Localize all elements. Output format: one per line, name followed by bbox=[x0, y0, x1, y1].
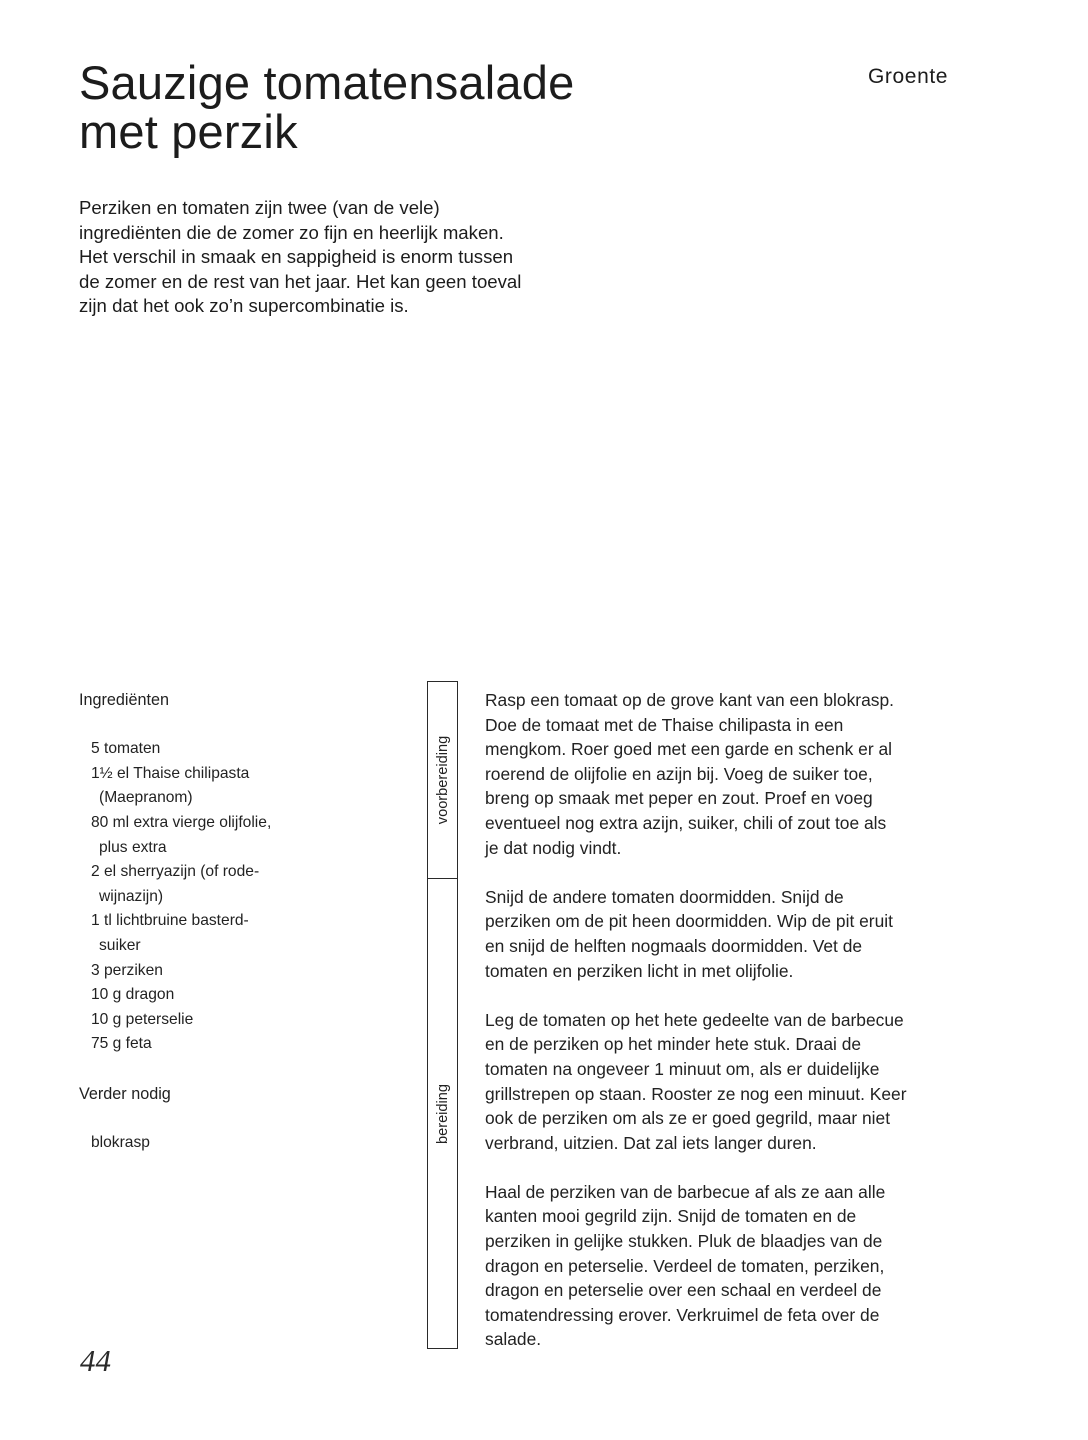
extra-needed-heading: Verder nodig bbox=[79, 1084, 171, 1103]
method-line: mengkom. Roer goed met een garde en schenk er al bbox=[485, 739, 892, 760]
method-step bbox=[485, 885, 975, 983]
ingredient-item bbox=[79, 762, 399, 811]
extra-needed-line: blokrasp bbox=[91, 1133, 150, 1151]
method-line: perziken om de pit heen doormidden. Wip de pit eruit bbox=[485, 911, 893, 932]
method-line: en de perziken op het minder hete stuk. Draai de bbox=[485, 1034, 862, 1055]
ingredient-line: 80 ml extra vierge olijfolie, bbox=[91, 813, 272, 831]
ingredient-item bbox=[79, 737, 399, 762]
ingredients-heading: Ingrediënten bbox=[79, 691, 170, 709]
method-line: en snijd de helften nogmaals doormidden. Vet de bbox=[485, 935, 863, 956]
ingredient-item bbox=[79, 959, 399, 984]
method-section bbox=[485, 688, 975, 1377]
recipe-title-line: Sauzige tomatensalade bbox=[79, 56, 575, 109]
ingredient-item bbox=[79, 983, 399, 1008]
ingredient-line: 1½ el Thaise chilipasta bbox=[91, 764, 250, 782]
ingredients-list bbox=[79, 737, 399, 1057]
method-line: Rasp een tomaat op de grove kant van een blokrasp. bbox=[485, 690, 894, 710]
method-step bbox=[485, 688, 975, 860]
recipe-intro bbox=[79, 196, 619, 319]
recipe-title-line: met perzik bbox=[79, 105, 298, 158]
method-line: grillstrepen op staan. Rooster ze nog een minuut. Keer bbox=[485, 1083, 907, 1104]
method-line: verbrand, uitzien. Dat zal iets langer duren. bbox=[485, 1132, 817, 1153]
intro-line: zijn dat het ook zo’n supercombinatie is. bbox=[79, 295, 409, 317]
intro-line: Perziken en tomaten zijn twee (van de vele) bbox=[79, 197, 440, 218]
method-line: Doe de tomaat met de Thaise chilipasta in een bbox=[485, 714, 844, 735]
intro-line: ingrediënten die de zomer zo fijn en heerlijk maken. bbox=[79, 221, 504, 243]
method-line: perziken in gelijke stukken. Pluk de blaadjes van de bbox=[485, 1231, 883, 1252]
method-line: dragon en peterselie over een schaal en verdeel de bbox=[485, 1280, 882, 1301]
method-line: eventueel nog extra azijn, suiker, chili of zout toe als bbox=[485, 812, 887, 833]
method-line: breng op smaak met peper en zout. Proef en voeg bbox=[485, 788, 873, 809]
ingredient-line: 3 perziken bbox=[91, 961, 163, 979]
section-divider bbox=[428, 878, 457, 879]
ingredient-line: suiker bbox=[99, 936, 141, 954]
method-step bbox=[485, 1008, 975, 1156]
ingredient-line: 75 g feta bbox=[91, 1035, 152, 1053]
method-line: tomaten en perziken licht in met olijfolie. bbox=[485, 960, 794, 981]
method-line: Leg de tomaten op het hete gedeelte van de barbecue bbox=[485, 1009, 904, 1030]
ingredient-line: (Maepranom) bbox=[99, 789, 193, 807]
ingredient-item bbox=[79, 860, 399, 909]
method-line: dragon en peterselie. Verdeel de tomaten, perziken, bbox=[485, 1255, 885, 1276]
method-line: salade. bbox=[485, 1329, 542, 1350]
method-line: Haal de perziken van de barbecue af als ze aan alle bbox=[485, 1181, 886, 1202]
intro-line: Het verschil in smaak en sappigheid is enorm tussen bbox=[79, 246, 514, 268]
extra-needed-list bbox=[79, 1131, 399, 1156]
ingredients-section bbox=[79, 688, 399, 1155]
method-line: je dat nodig vindt. bbox=[485, 837, 622, 858]
preparation-label: voorbereiding bbox=[434, 735, 451, 825]
method-line: roerend de olijfolie en azijn bij. Voeg de suiker toe, bbox=[485, 763, 873, 784]
intro-line: de zomer en de rest van het jaar. Het kan geen toeval bbox=[79, 270, 522, 292]
method-line: Snijd de andere tomaten doormidden. Snijd de bbox=[485, 886, 844, 907]
ingredient-line: 5 tomaten bbox=[91, 740, 161, 758]
method-line: kanten mooi gegrild zijn. Snijd de tomaten en de bbox=[485, 1206, 857, 1227]
ingredient-line: plus extra bbox=[99, 838, 167, 856]
ingredient-item bbox=[79, 1008, 399, 1033]
method-step bbox=[485, 1180, 975, 1352]
method-line: ook de perziken om als ze er goed gegrild, maar niet bbox=[485, 1108, 891, 1129]
category-label: Groente bbox=[868, 65, 949, 88]
page-number: 44 bbox=[80, 1343, 111, 1378]
ingredient-line: 2 el sherryazijn (of rode- bbox=[91, 863, 260, 881]
cooking-label: bereiding bbox=[434, 1083, 451, 1145]
recipe-title bbox=[79, 58, 719, 156]
ingredient-item bbox=[79, 1032, 399, 1057]
ingredient-item bbox=[79, 811, 399, 860]
ingredient-item bbox=[79, 909, 399, 958]
ingredient-line: 1 tl lichtbruine basterd- bbox=[91, 912, 249, 930]
method-line: tomatendressing erover. Verkruimel de feta over de bbox=[485, 1304, 880, 1325]
method-line: tomaten na ongeveer 1 minuut om, als er duidelijke bbox=[485, 1058, 880, 1079]
ingredient-line: 10 g dragon bbox=[91, 986, 175, 1004]
method-section-tabs bbox=[427, 681, 458, 1349]
ingredient-line: 10 g peterselie bbox=[91, 1010, 194, 1028]
extra-needed-item bbox=[79, 1131, 399, 1156]
ingredient-line: wijnazijn) bbox=[99, 887, 164, 905]
